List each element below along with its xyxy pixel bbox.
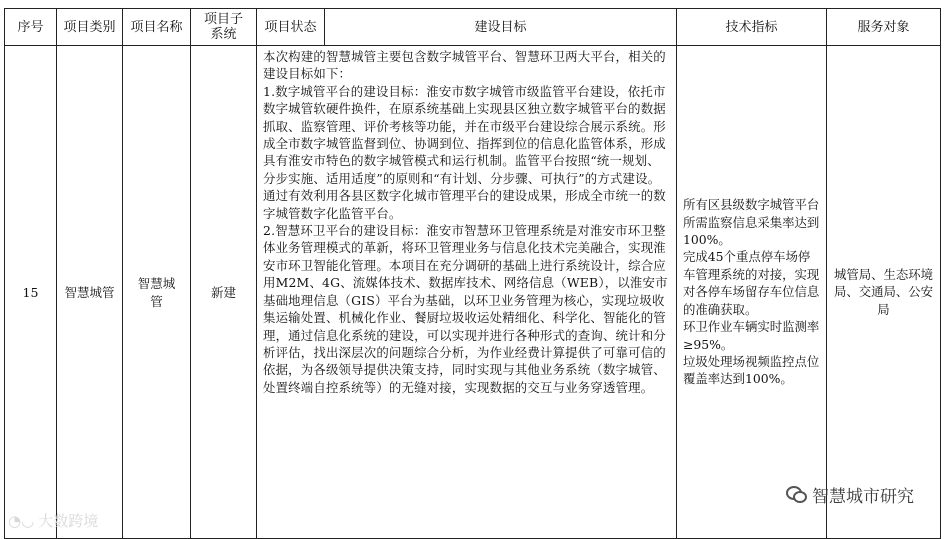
goals-city-management: 1.数字城管平台的建设目标：淮安市数字城管市级监管平台建设，依托市数字城管软硬件换件，在原系统基础上实现县区独立数字城管平台的数据抓取、监察管理、评价考核等功能，并在市级平台建设综合展示系统。形成全市数字城管监督到位、协调到位、指挥到位的信息化监管体系，形成具有淮安市特色的数字城管模式和运行机制。监管平台按照“统一规划、分步实施、适用适度”的原则和“有计划、分步骤、可执行”的方式建设。通过有效利用各县区数字化城市管理平台的建设成果，形成全市统一的数字城管数字化监管平台。: [263, 83, 666, 221]
source-watermark-text: 大数跨境: [38, 512, 99, 530]
wechat-watermark: [786, 482, 914, 507]
header-indicators: 技术指标: [677, 9, 827, 46]
project-table: [4, 8, 941, 539]
header-subsystem: [191, 9, 257, 46]
wechat-icon: [786, 486, 806, 503]
indicator-item: 环卫作业车辆实时监测率≥95%。: [683, 319, 820, 352]
header-targets: 服务对象: [827, 9, 941, 46]
header-goals: 建设目标: [325, 9, 677, 46]
cell-category: 智慧城管: [57, 46, 123, 539]
cell-index: 15: [5, 46, 57, 539]
header-name: 项目名称: [123, 9, 191, 46]
header-status: 项目状态: [257, 9, 325, 46]
cell-name-line1: 智慧城: [137, 276, 176, 291]
header-index: 序号: [5, 9, 57, 46]
header-subsystem-line2: 系统: [210, 27, 237, 42]
wechat-watermark-text: 智慧城市研究: [812, 487, 914, 507]
indicator-item: 完成45个重点停车场停车管理系统的对接，实现对各停车场留存车位信息的准确获取。: [683, 249, 820, 317]
cell-name: [123, 46, 191, 539]
cell-indicators: [677, 46, 827, 539]
cell-targets: 城管局、生态环境局、交通局、公安局: [827, 46, 941, 539]
source-logo-icon: ◔◡: [8, 511, 35, 530]
source-watermark: [8, 510, 98, 531]
header-category: 项目类别: [57, 9, 123, 46]
table-row: [5, 46, 941, 539]
goals-sanitation: 2.智慧环卫平台的建设目标：淮安市智慧环卫管理系统是对淮安市环卫整体业务管理模式的革新，将环卫管理业务与信息化技术完美融合，实现淮安市环卫智能化管理。本项目在充分调研的基础上进行系统设计，综合应用M2M、4G、流媒体技术、数据库技术、网络信息（WEB），以淮安市基础地理信息（GIS）平台为基础，以环卫业务管理为核心，实现垃圾收集运输处置、机械化作业、餐厨垃圾收运处精细化、科学化、智能化的管理，通过信息化系统的建设，可以实现并进行各种形式的查询、统计和分析评估，找出深层次的问题综合分析，为作业经费计算提供了可靠可信的依据，为各级领导提供决策支持，同时实现与其他业务系统（数字城管、处置终端自控系统等）的无缝对接，实现数据的交互与业务穿透管理。: [263, 223, 668, 395]
cell-status: 新建: [191, 46, 257, 539]
goals-intro: 本次构建的智慧城管主要包含数字城管平台、智慧环卫两大平台，相关的建设目标如下：: [263, 49, 666, 82]
header-subsystem-line1: 项目子: [203, 12, 243, 27]
indicator-item: 所有区县级数字城管平台所需监察信息采集率达到100%。: [683, 197, 820, 248]
cell-goals: [257, 46, 677, 539]
cell-name-line2: 管: [150, 294, 163, 309]
header-row: [5, 9, 941, 46]
indicator-item: 垃圾处理场视频监控点位覆盖率达到100%。: [683, 353, 820, 387]
